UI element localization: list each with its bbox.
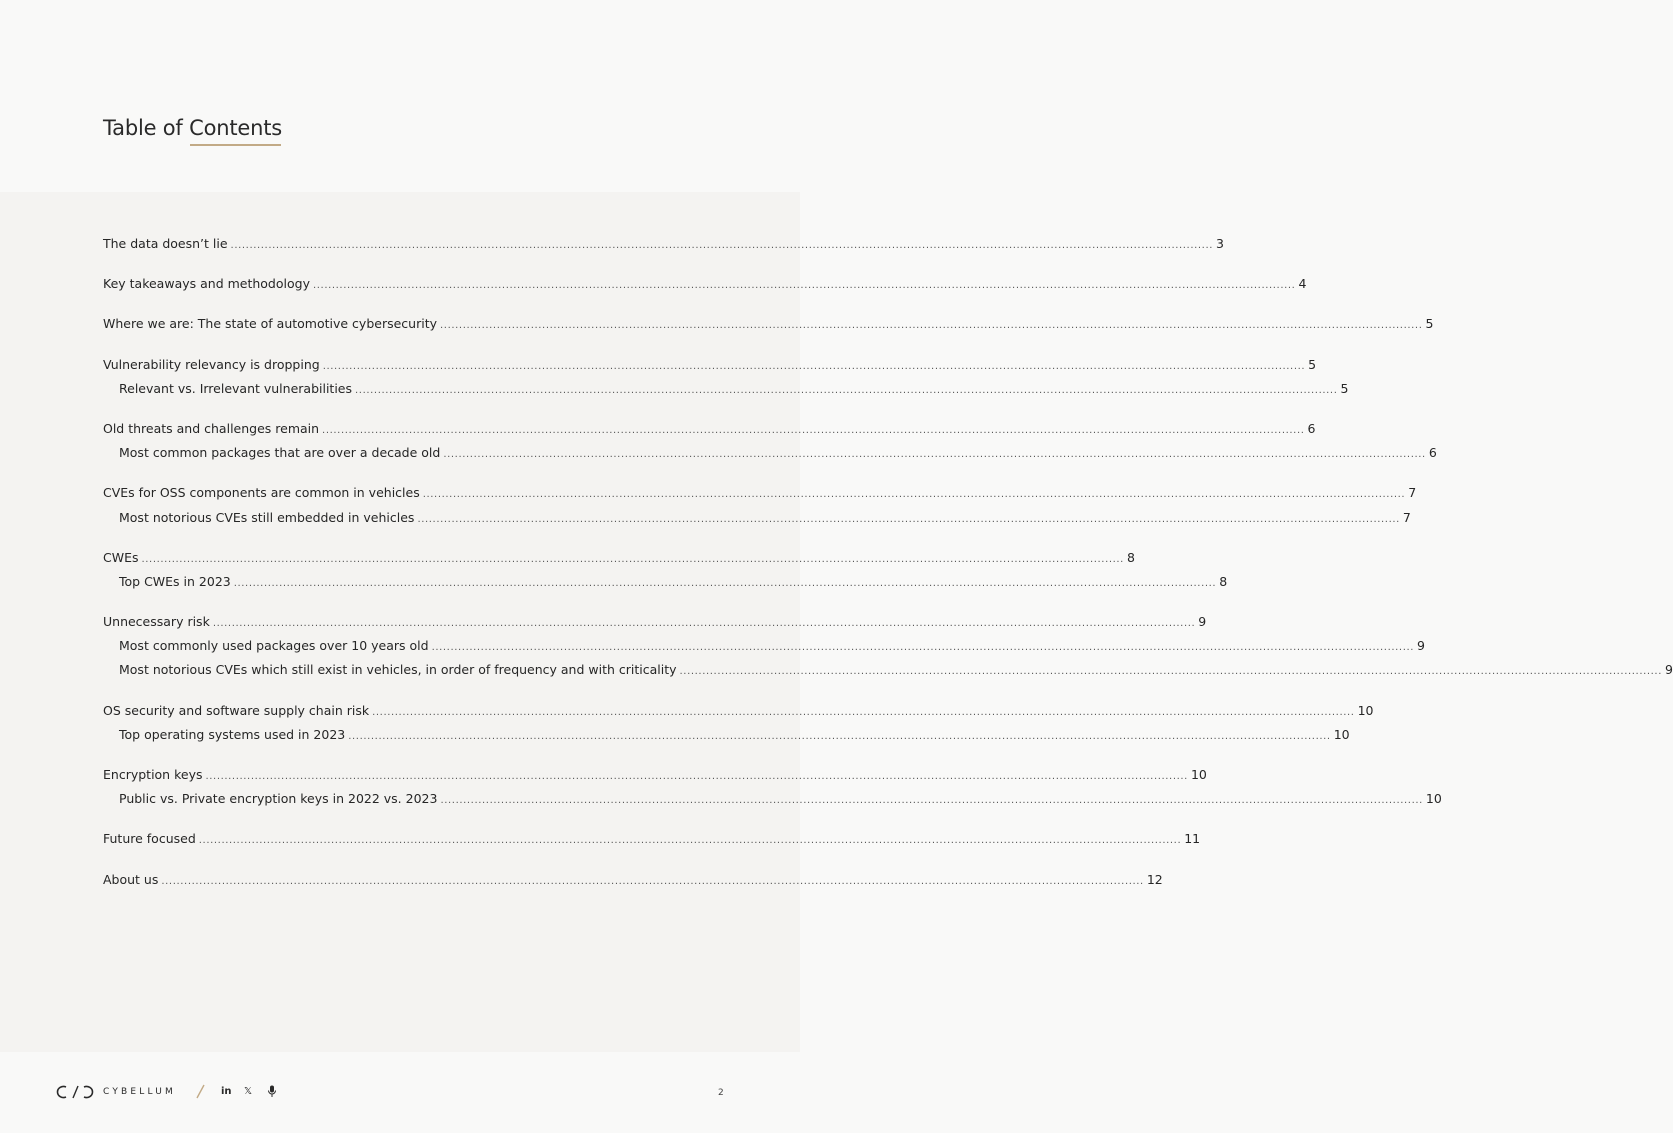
toc-subentry[interactable] — [103, 726, 1350, 751]
dot-leader: .................................................................................................................................................................................................................................................................... — [443, 449, 1426, 461]
toc-entry-page: 9 — [1198, 614, 1207, 630]
dot-leader: .................................................................................................................................................................................................................................................................... — [322, 424, 1305, 436]
toc-entry-page: 10 — [1357, 702, 1374, 718]
toc-subentry[interactable] — [103, 509, 1411, 534]
toc-entry-label: Most common packages that are over a decade old — [119, 445, 441, 461]
title-highlight: Contents — [189, 116, 282, 140]
toc-entry-label: Old threats and challenges remain — [103, 420, 320, 436]
toc-entry-label: CVEs for OSS components are common in vehicles — [103, 485, 420, 501]
toc-entry-label: Most notorious CVEs which still exist in vehicles, in order of frequency and with criticality — [119, 662, 677, 678]
divider-slash — [193, 1084, 207, 1100]
microphone-icon[interactable] — [267, 1085, 277, 1098]
toc-entry[interactable] — [103, 316, 1434, 340]
dot-leader: .................................................................................................................................................................................................................................................................... — [312, 280, 1296, 292]
toc-entry[interactable] — [103, 276, 1307, 300]
dot-leader: .................................................................................................................................................................................................................................................................... — [422, 489, 1406, 501]
dot-leader: .................................................................................................................................................................................................................................................................... — [198, 835, 1182, 847]
toc-subentry[interactable] — [103, 573, 1228, 598]
toc-entry-page: 8 — [1219, 573, 1228, 589]
dot-leader: .................................................................................................................................................................................................................................................................... — [372, 706, 1355, 718]
toc-entry-label: Top CWEs in 2023 — [119, 573, 231, 589]
toc-entry-page: 4 — [1298, 276, 1307, 292]
toc-entry-page: 10 — [1190, 767, 1207, 782]
toc-subentry[interactable] — [103, 638, 1425, 662]
toc-entry-page: 3 — [1216, 236, 1224, 251]
toc-entry-page: 6 — [1307, 420, 1316, 436]
dot-leader: .................................................................................................................................................................................................................................................................... — [161, 875, 1144, 887]
toc-entry-label: Future focused — [103, 831, 196, 847]
toc-entry[interactable] — [103, 549, 1135, 574]
brand-name: CYBELLUM — [103, 1087, 177, 1097]
linkedin-icon[interactable]: in — [221, 1086, 232, 1097]
toc-entry-page: 8 — [1126, 549, 1135, 565]
toc-entry-label: Unnecessary risk — [103, 614, 210, 630]
dot-leader: .................................................................................................................................................................................................................................................................... — [440, 795, 1423, 807]
toc-subentry[interactable] — [103, 380, 1349, 405]
toc-entry-label: Vulnerability relevancy is dropping — [103, 356, 320, 372]
x-icon[interactable]: 𝕏 — [244, 1086, 253, 1097]
toc-entry-page: 9 — [1665, 662, 1673, 678]
toc-entry[interactable] — [103, 767, 1207, 791]
toc-entry-page: 6 — [1428, 445, 1437, 461]
toc-entry-page: 5 — [1425, 316, 1434, 332]
dot-leader: .................................................................................................................................................................................................................................................................... — [679, 666, 1662, 678]
toc-entry-page: 9 — [1417, 638, 1425, 654]
toc-entry-page: 10 — [1425, 791, 1442, 807]
toc-entry[interactable] — [103, 485, 1417, 509]
dot-leader: .................................................................................................................................................................................................................................................................... — [205, 771, 1188, 782]
page-title — [103, 116, 282, 140]
toc-entry-label: The data doesn’t lie — [103, 236, 228, 251]
toc-entry-page: 5 — [1308, 356, 1317, 372]
dot-leader: .................................................................................................................................................................................................................................................................... — [141, 553, 1124, 565]
toc-entry[interactable] — [103, 356, 1317, 381]
title-text: Table of — [103, 116, 190, 140]
header-band — [0, 0, 800, 192]
toc-entry[interactable] — [103, 236, 1224, 260]
toc-entry[interactable] — [103, 702, 1374, 727]
toc-entry-label: Key takeaways and methodology — [103, 276, 310, 292]
toc-entry-label: Public vs. Private encryption keys in 2022 vs. 2023 — [119, 791, 438, 807]
toc-entry-page: 11 — [1184, 831, 1201, 847]
toc-entry[interactable] — [103, 871, 1163, 896]
toc-entry-page: 10 — [1333, 726, 1350, 742]
toc-entry-label: Most notorious CVEs still embedded in vehicles — [119, 509, 415, 525]
toc-entry[interactable] — [103, 420, 1316, 445]
toc-entry[interactable] — [103, 831, 1201, 855]
toc-entry-page: 5 — [1340, 380, 1349, 396]
table-of-contents — [103, 236, 1673, 896]
toc-entry-page: 7 — [1408, 485, 1417, 501]
toc-entry-label: About us — [103, 871, 159, 887]
dot-leader: .................................................................................................................................................................................................................................................................... — [348, 730, 1331, 742]
toc-subentry[interactable] — [103, 791, 1442, 815]
toc-entry-label: Where we are: The state of automotive cybersecurity — [103, 316, 438, 332]
toc-entry-label: Most commonly used packages over 10 years old — [119, 638, 429, 654]
toc-entry-label: Relevant vs. Irrelevant vulnerabilities — [119, 380, 353, 396]
toc-entry-label: OS security and software supply chain risk — [103, 702, 370, 718]
dot-leader: .................................................................................................................................................................................................................................................................... — [417, 513, 1400, 525]
cybellum-logo-icon — [57, 1084, 95, 1100]
dot-leader: .................................................................................................................................................................................................................................................................... — [322, 360, 1306, 372]
toc-subentry[interactable] — [103, 445, 1437, 469]
dot-leader: .................................................................................................................................................................................................................................................................... — [212, 618, 1196, 630]
toc-subentry[interactable] — [103, 662, 1673, 686]
dot-leader: .................................................................................................................................................................................................................................................................... — [230, 240, 1214, 251]
dot-leader: .................................................................................................................................................................................................................................................................... — [355, 384, 1338, 396]
toc-entry-label: CWEs — [103, 549, 139, 565]
dot-leader: .................................................................................................................................................................................................................................................................... — [431, 642, 1415, 654]
toc-entry-label: Encryption keys — [103, 767, 203, 782]
toc-entry-page: 12 — [1146, 871, 1163, 887]
toc-entry-page: 7 — [1402, 509, 1411, 525]
page-number: 2 — [718, 1088, 724, 1098]
toc-entry-label: Top operating systems used in 2023 — [119, 726, 346, 742]
dot-leader: .................................................................................................................................................................................................................................................................... — [440, 320, 1423, 332]
toc-entry[interactable] — [103, 614, 1207, 638]
brand-logo — [57, 1084, 176, 1100]
dot-leader: .................................................................................................................................................................................................................................................................... — [233, 577, 1217, 589]
